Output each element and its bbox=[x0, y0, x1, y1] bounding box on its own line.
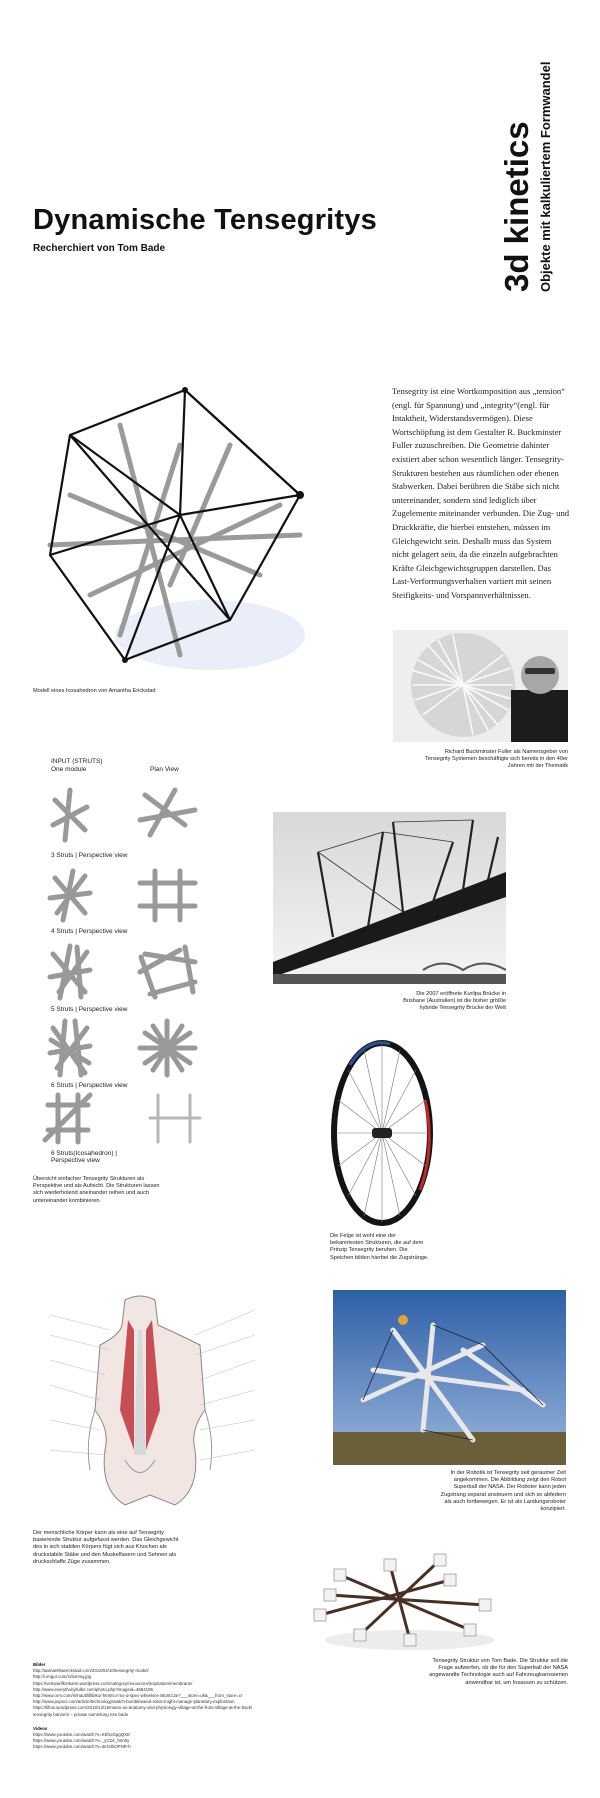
struts-5-diagram bbox=[45, 942, 215, 1002]
video-link[interactable]: https://www.youtube.com/watch?v=3eOJkOFNR-h bbox=[33, 1744, 131, 1750]
body-anatomy-image bbox=[30, 1290, 275, 1515]
page-subtitle: Recherchiert von Tom Bade bbox=[33, 243, 166, 254]
video-link[interactable]: https://www.youtube.com/watch?v=KEhoGpgQXE bbox=[33, 1732, 131, 1738]
page-title: Dynamische Tensegritys bbox=[33, 204, 377, 236]
struts-row-1: 3 Struts | Perspective view bbox=[51, 852, 128, 859]
caption-model: Tensegrity Struktur von Tom Bade. Die Struktur soll die Frage aufwerfen, ob die für den Superball der NASA angewandte Technologie auch auf Fahrzeugkarosserien anwendbar ist, um Insassen zu schützen. bbox=[429, 1658, 568, 1686]
struts-6-diagram bbox=[45, 1018, 215, 1078]
struts-row-3: 5 Struts | Perspective view bbox=[51, 1006, 128, 1013]
caption-struts-overview: Übersicht einfacher Tensegrity Strukturen als Perspektive und als Aufsicht. Die Strukturen lassen sich wiederholend aneinander reihen und auch untereinander kombinieren. bbox=[33, 1176, 160, 1204]
reference-link[interactable]: tensegrity banners – private sammlung tom bade bbox=[33, 1711, 129, 1717]
references-videos-label: Videos bbox=[33, 1725, 48, 1731]
reference-link[interactable]: http://www.orm.com/imhaut/lillibiku/-html/co-mo-d-spec-wheelset-46c8cc3e?___store=uk&___from_store=cr bbox=[33, 1693, 243, 1699]
struts-4-diagram bbox=[45, 868, 215, 923]
struts-row-2: 4 Struts | Perspective view bbox=[51, 928, 128, 935]
struts-heading: INPUT (STRUTS) bbox=[51, 758, 103, 765]
brand-title: 3d kinetics bbox=[498, 121, 535, 292]
caption-wheel: Die Felge ist wohl eine der bekanntesten Strukturen, die auf dem Prinzip Tensegrity beruhen. Die Speichen bilden hierbei die Zugstränge. bbox=[330, 1233, 429, 1261]
caption-body: Der menschliche Körper kann als eine auf Tensegrity basierende Struktur aufgefasst werden. Das Gleichgewicht des in sich stabilen Körpers fügt sich aus Knochen als druckstabile Stäbe und den Muskelfasern und Sehnen als druckschlaffe Züge zusammen. bbox=[33, 1530, 179, 1565]
reference-link[interactable]: http://i.imgur.com/1rbxHsq.jpg bbox=[33, 1674, 92, 1680]
wheel-photo bbox=[330, 1040, 434, 1226]
reference-link[interactable]: https://vertwarifkrekami.wordpress.com/category/resources/inspiration/membrane/ bbox=[33, 1680, 193, 1686]
video-link[interactable]: https://www.youtube.com/watch?v=_yCDz_hnn0y bbox=[33, 1738, 130, 1744]
reference-link[interactable]: https://lifnsi.wordpress.com/2015/12/15/notes-on-anatomy-and-physiology-village-at-the-front-village-at-the-back/ bbox=[33, 1705, 253, 1711]
struts-icosahedron-diagram bbox=[40, 1090, 215, 1148]
tensegrity-model-photo bbox=[300, 1545, 500, 1655]
caption-robot: In der Robotik ist Tensegrity seit geraumer Zeit angekommen. Die Abbildung zeigt den Robot Superball der NASA. Der Roboter kann jeden Zugstrang separat ansteuern und sich so abfedern als auch fortbewegen. Er ist als Landungsroboter konzipiert. bbox=[440, 1470, 566, 1513]
caption-icosahedron: Modell eines Icosahedron von Amantha Erickstad bbox=[33, 688, 156, 694]
caption-fuller: Richard Buckminster Fuller als Namensgeber von Tensegrity Systemen beschäftigte sich bereits in den 40er Jahren mit der Thematik bbox=[424, 749, 568, 770]
references-images-label: Bilder bbox=[33, 1662, 46, 1667]
vertical-brand bbox=[497, 22, 592, 292]
caption-bridge: Die 2007 eröffnete Kurilpa Brücke in Brisbane (Australien) ist die bisher größte hybride Tensegrity Brücke der Welt bbox=[403, 991, 506, 1012]
struts-col1: One module bbox=[51, 766, 87, 773]
references bbox=[33, 1662, 293, 1751]
icosahedron-image bbox=[30, 385, 320, 685]
struts-3-diagram bbox=[45, 785, 215, 845]
struts-row-5: 6 Struts(Icosahedron) | Perspective view bbox=[51, 1150, 117, 1164]
reference-link[interactable]: http://www.popsci.com/article/technology/watch-bumbleweed-robot-might-manage-planetary-exploration bbox=[33, 1699, 235, 1705]
brand-tagline: Objekte mit kalkuliertem Formwandel bbox=[538, 61, 553, 292]
reference-link[interactable]: http://aamanthaerickstad.com/2013/04/10/tensegrity-model/ bbox=[33, 1668, 149, 1674]
struts-col2: Plan View bbox=[150, 766, 179, 773]
reference-link[interactable]: http://www.everythobyfuller.com/photo.php?imageid=4684196 bbox=[33, 1686, 153, 1692]
robot-superball-photo bbox=[333, 1290, 566, 1465]
fuller-photo bbox=[393, 630, 568, 742]
struts-row-4: 6 Struts | Perspective view bbox=[51, 1082, 128, 1089]
bridge-photo bbox=[273, 812, 506, 984]
intro-text: Tensegrity ist eine Wortkomposition aus „tension“ (engl. für Spannung) und „integrity“(engl. für Intaktheit, Widerstandsvermögen). Diese Wortschöpfung ist dem Gestalter R. Buckminster Fuller zuzuschreiben. Die Geometrie dahinter existiert aber schon wesentlich länger. Tensegrity-Strukturen bestehen aus räumlichen oder ebenen Stabwerken. Dabei berühren die Stäbe sich nicht untereinander, sondern sind lediglich über Zugelemente miteinander verbunden. Die Zug- und Druckkräfte, die hierbei entstehen, müssen im Gleichgewicht sein. Deshalb muss das System nicht gelagert sein, da die einzeln aufgebrachten Kräfte Gleichgewichtsgruppen darstellen. Das Last-Verformungsverhalten variiert mit seinen Steifigkeits- und Vorspannverhältnissen. bbox=[392, 386, 570, 600]
